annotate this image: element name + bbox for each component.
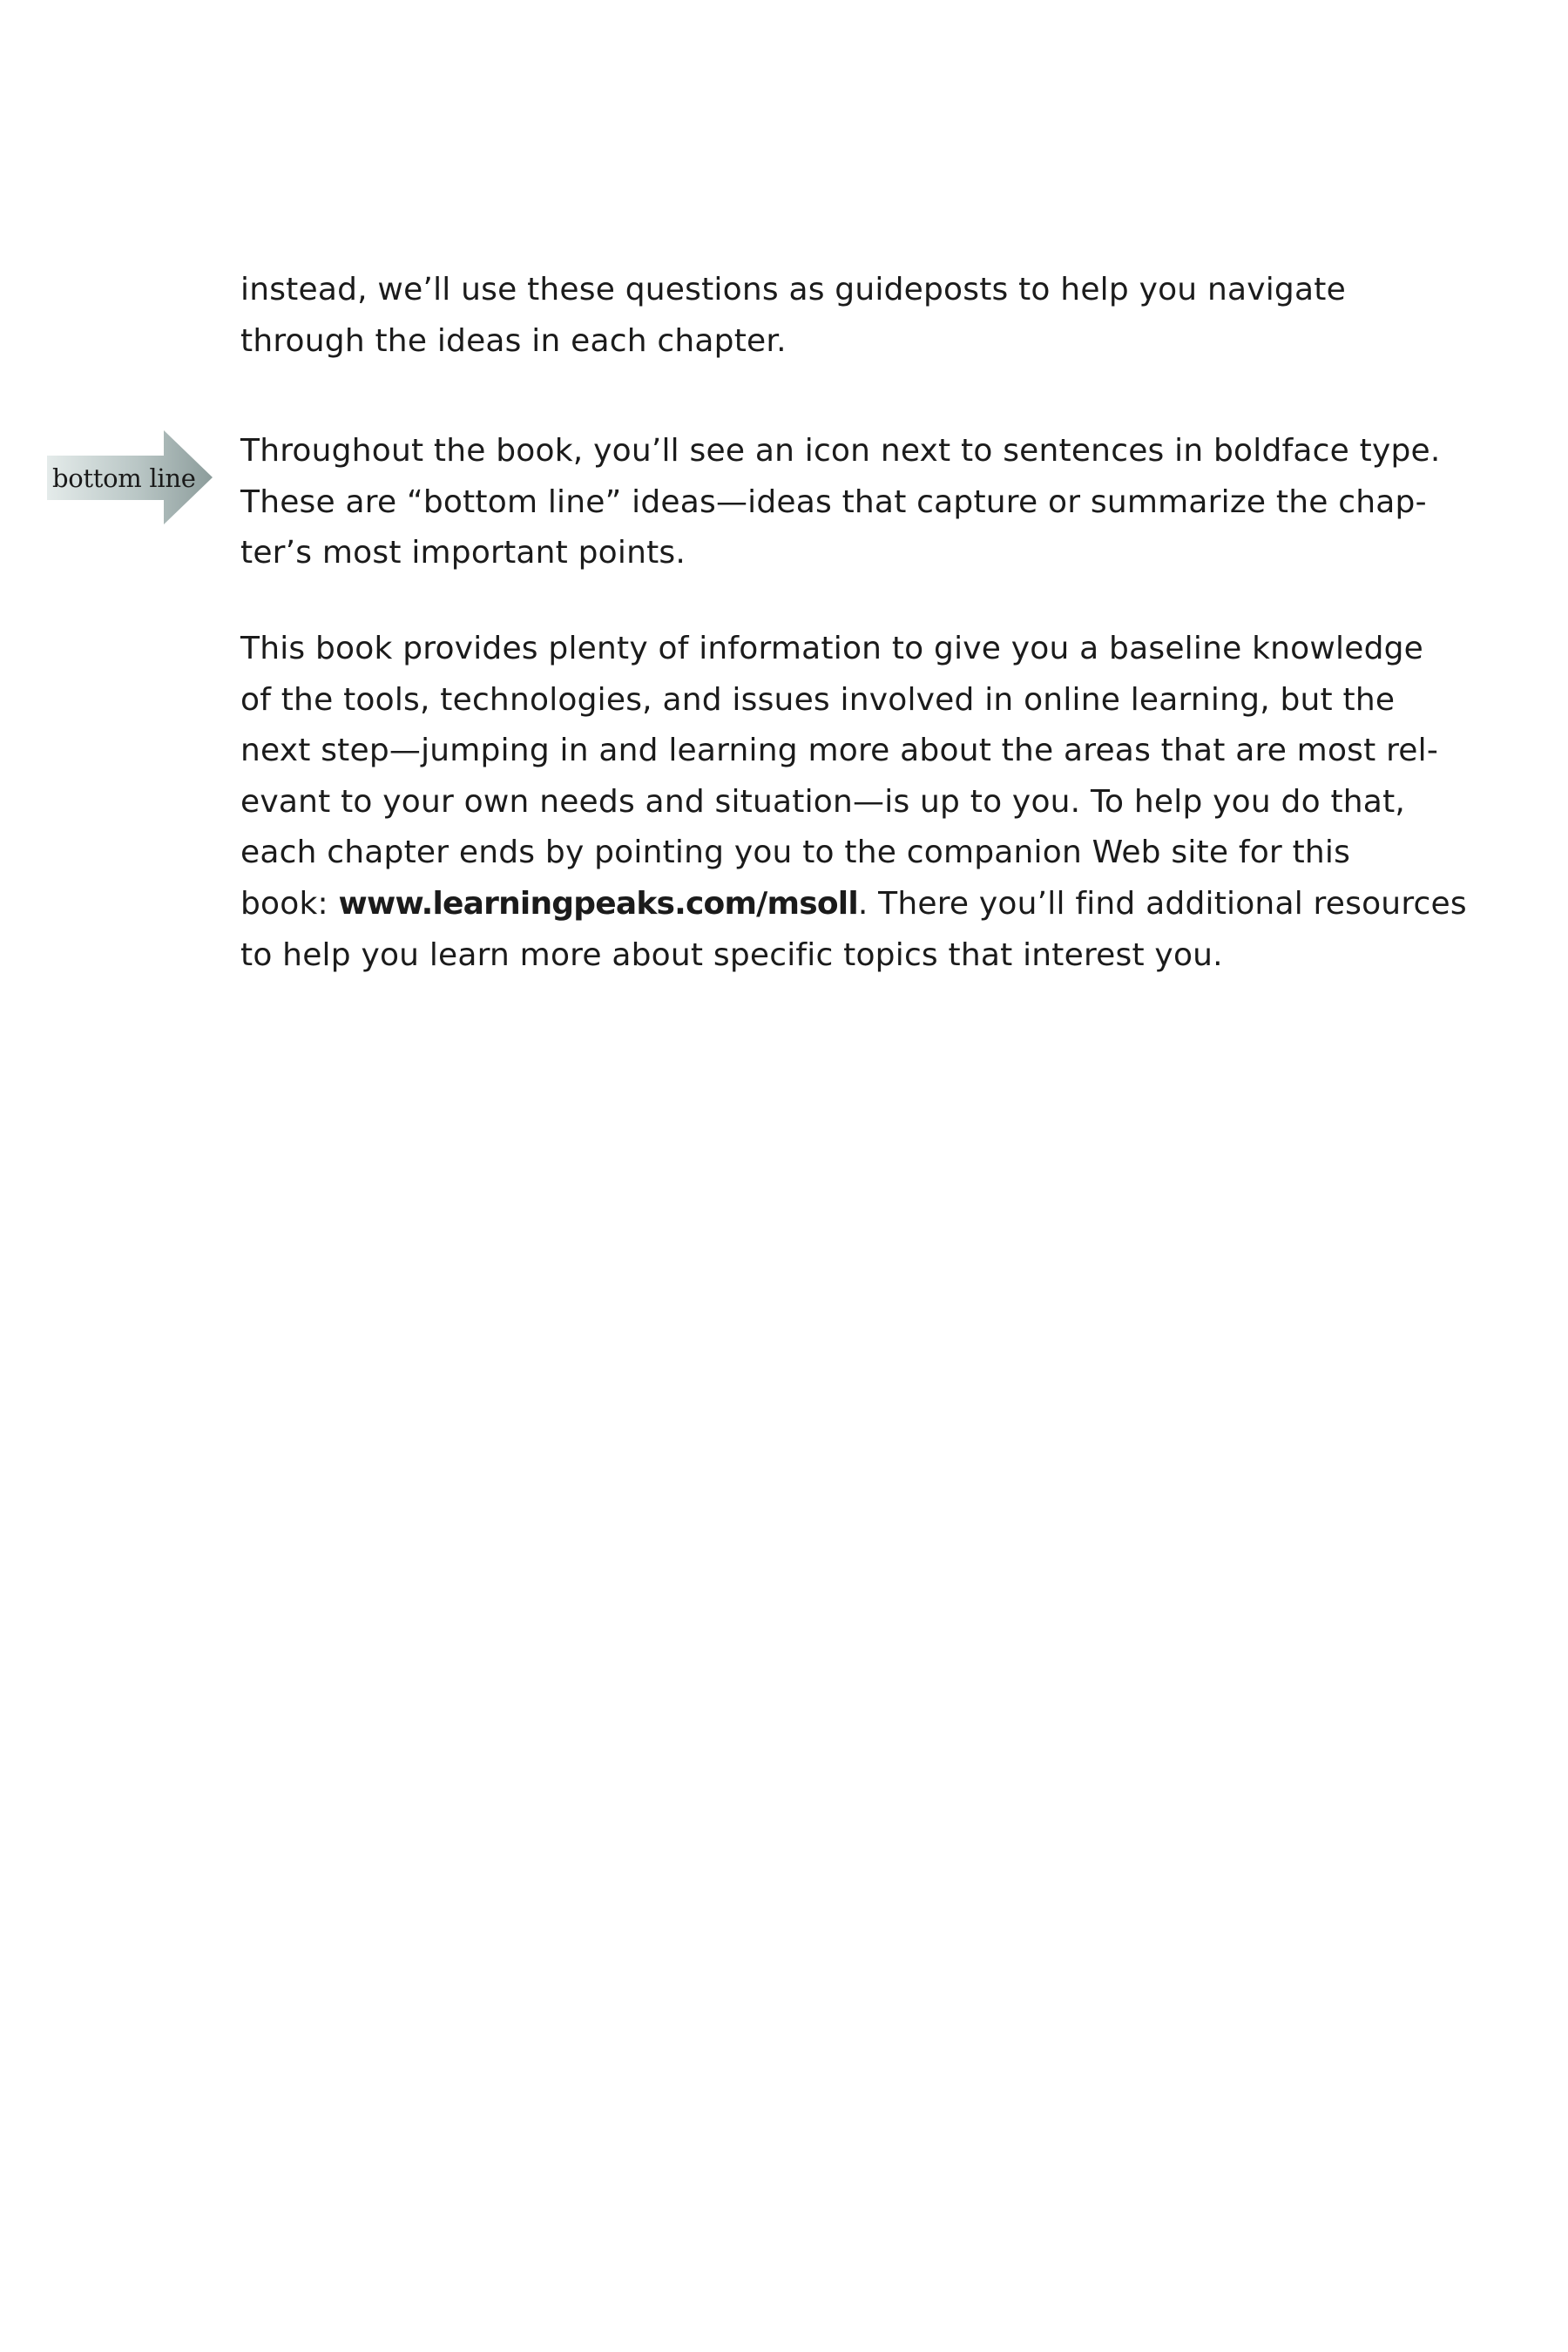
paragraph-guideposts: [240, 265, 1346, 367]
bottom-line-marker: [47, 430, 213, 526]
url-suffix: . There you’ll find additional resources: [857, 885, 1467, 922]
url-prefix: book:: [240, 885, 339, 922]
text-line: evant to your own needs and situation—is up to you. To help you do that,: [240, 783, 1406, 820]
text-line: through the ideas in each chapter.: [240, 322, 787, 359]
text-line: next step—jumping in and learning more about the areas that are most rel-: [240, 733, 1439, 769]
text-line: each chapter ends by pointing you to the companion Web site for this: [240, 835, 1351, 871]
paragraph-bottom-line-icon: [240, 426, 1441, 579]
text-line: to help you learn more about specific topics that interest you.: [240, 936, 1223, 973]
paragraph-companion-site: [240, 624, 1467, 981]
text-line: ter’s most important points.: [240, 535, 686, 571]
companion-site-link[interactable]: www.learningpeaks.com/msoll: [338, 885, 858, 922]
text-line: instead, we’ll use these questions as guideposts to help you navigate: [240, 272, 1346, 308]
text-line: These are “bottom line” ideas—ideas that capture or summarize the chap-: [240, 483, 1427, 520]
text-line: Throughout the book, you’ll see an icon next to sentences in boldface type.: [240, 433, 1441, 469]
bottom-line-label: bottom line: [52, 463, 196, 493]
text-line-with-url: [240, 879, 1467, 930]
text-line: of the tools, technologies, and issues involved in online learning, but the: [240, 681, 1396, 718]
text-line: This book provides plenty of information to give you a baseline knowledge: [240, 631, 1424, 666]
